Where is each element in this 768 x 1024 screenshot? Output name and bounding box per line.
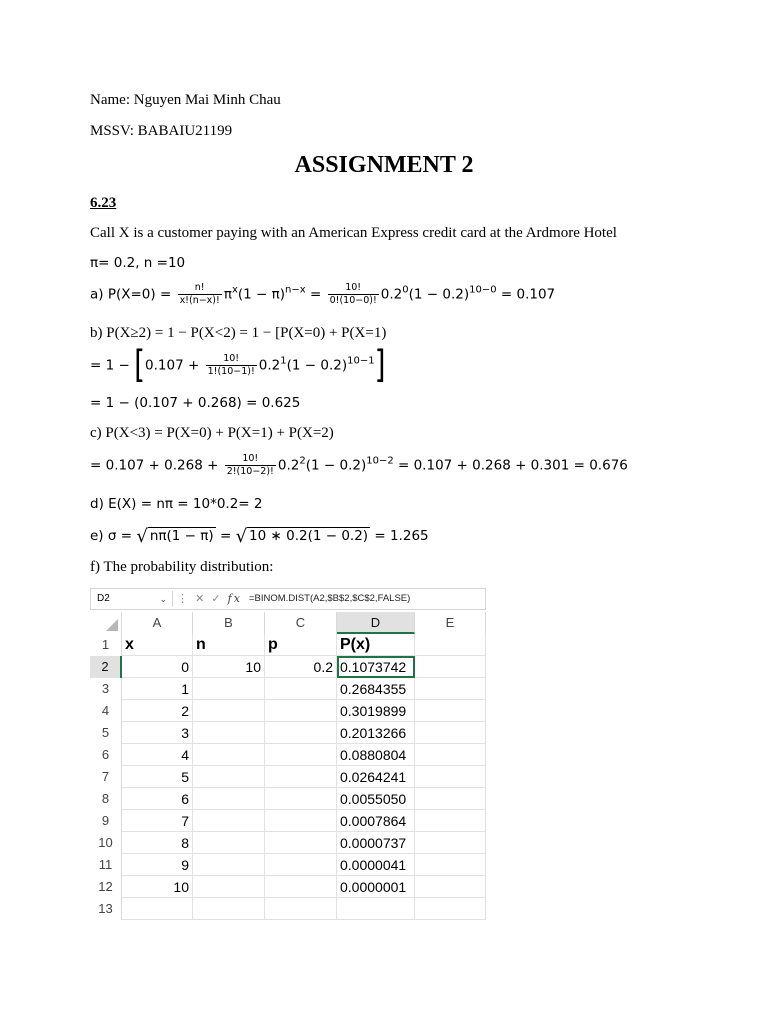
cell-grid — [122, 634, 486, 920]
row-header-6[interactable]: 6 — [90, 744, 122, 766]
cell-e13[interactable] — [415, 898, 486, 920]
cell-b1[interactable]: n — [193, 634, 265, 656]
radical-sign-icon: √ — [136, 526, 148, 547]
cell-d5[interactable]: 0.2013266 — [337, 722, 415, 744]
cell-c13[interactable] — [265, 898, 337, 920]
cell-c1[interactable]: p — [265, 634, 337, 656]
more-icon[interactable]: ⋮ — [177, 593, 190, 605]
row-header-9[interactable]: 9 — [90, 810, 122, 832]
cell-c3[interactable] — [265, 678, 337, 700]
cell-b5[interactable] — [193, 722, 265, 744]
cell-c10[interactable] — [265, 832, 337, 854]
radicand: nπ(1 − π) — [149, 528, 214, 544]
cell-e8[interactable] — [415, 788, 486, 810]
cell-e11[interactable] — [415, 854, 486, 876]
cell-d1[interactable]: P(x) — [337, 634, 415, 656]
select-all-icon — [106, 619, 118, 631]
cell-b13[interactable] — [193, 898, 265, 920]
cell-c5[interactable] — [265, 722, 337, 744]
part-a — [90, 282, 555, 307]
exponent: n−x — [285, 284, 306, 296]
cell-d3[interactable]: 0.2684355 — [337, 678, 415, 700]
cell-a12[interactable]: 10 — [122, 876, 193, 898]
binomial-coefficient — [206, 353, 257, 378]
term: 0.2 — [258, 357, 281, 374]
open-bracket: [ — [134, 341, 146, 387]
column-header-c[interactable]: C — [265, 612, 337, 634]
row-header-2[interactable]: 2 — [90, 656, 122, 678]
part-a-prefix: a) P(X=0) = — [90, 286, 172, 303]
cell-b2[interactable]: 10 — [193, 656, 265, 678]
cell-a8[interactable]: 6 — [122, 788, 193, 810]
cell-d7[interactable]: 0.0264241 — [337, 766, 415, 788]
cell-e3[interactable] — [415, 678, 486, 700]
frac-numerator: 10! — [206, 353, 257, 366]
part-c-line1: c) P(X<3) = P(X=0) + P(X=1) + P(X=2) — [90, 425, 334, 441]
cell-c7[interactable] — [265, 766, 337, 788]
spreadsheet — [90, 588, 486, 928]
result: = 0.107 — [496, 286, 556, 303]
select-all-corner[interactable] — [90, 612, 122, 634]
cell-e5[interactable] — [415, 722, 486, 744]
binomial-coefficient — [225, 453, 276, 478]
cell-c6[interactable] — [265, 744, 337, 766]
parameters: π= 0.2, n =10 — [90, 255, 186, 271]
cell-a4[interactable]: 2 — [122, 700, 193, 722]
cell-b10[interactable] — [193, 832, 265, 854]
cell-b12[interactable] — [193, 876, 265, 898]
formula-bar-icons — [177, 591, 242, 607]
cell-c9[interactable] — [265, 810, 337, 832]
cell-a7[interactable]: 5 — [122, 766, 193, 788]
radicand: 10 ∗ 0.2(1 − 0.2) — [249, 528, 369, 544]
row-header-12[interactable]: 12 — [90, 876, 122, 898]
name-box[interactable] — [93, 591, 173, 607]
exponent: 1 — [280, 355, 287, 367]
term: 0.107 + — [145, 357, 200, 374]
cell-c12[interactable] — [265, 876, 337, 898]
row-header-10[interactable]: 10 — [90, 832, 122, 854]
cell-d8[interactable]: 0.0055050 — [337, 788, 415, 810]
binomial-coefficient — [328, 282, 379, 307]
frac-numerator: 10! — [225, 453, 276, 466]
exponent: 10−1 — [347, 355, 375, 367]
cell-d6[interactable]: 0.0880804 — [337, 744, 415, 766]
cell-c11[interactable] — [265, 854, 337, 876]
cell-a5[interactable]: 3 — [122, 722, 193, 744]
part-b-line2 — [90, 341, 386, 387]
cell-e9[interactable] — [415, 810, 486, 832]
cell-e7[interactable] — [415, 766, 486, 788]
exponent: 2 — [299, 455, 306, 467]
cell-d13[interactable] — [337, 898, 415, 920]
term: 0.2 — [277, 457, 300, 474]
frac-denominator: 0!(10−0)! — [329, 295, 377, 306]
cancel-icon[interactable]: ✕ — [195, 593, 207, 605]
student-name: Name: Nguyen Mai Minh Chau — [90, 92, 281, 108]
exponent: 10−2 — [366, 455, 394, 467]
equals: = — [215, 528, 236, 544]
term: 0.2 — [380, 286, 403, 303]
student-id: MSSV: BABAIU21199 — [90, 123, 233, 139]
row-header-7[interactable]: 7 — [90, 766, 122, 788]
cell-b7[interactable] — [193, 766, 265, 788]
term: (1 − 0.2) — [305, 457, 367, 474]
cell-a9[interactable]: 7 — [122, 810, 193, 832]
name-box-value: D2 — [97, 593, 110, 604]
part-b-line3: = 1 − (0.107 + 0.268) = 0.625 — [90, 395, 301, 411]
square-root — [236, 526, 371, 547]
column-header-d[interactable]: D — [337, 612, 415, 634]
formula-bar — [90, 588, 486, 610]
cell-b8[interactable] — [193, 788, 265, 810]
part-e-prefix: e) σ = — [90, 528, 133, 544]
cell-e2[interactable] — [415, 656, 486, 678]
exponent: 10−0 — [469, 284, 497, 296]
column-header-e[interactable]: E — [415, 612, 486, 634]
frac-denominator: 2!(10−2)! — [226, 466, 274, 477]
cell-b4[interactable] — [193, 700, 265, 722]
problem-intro: Call X is a customer paying with an American Express credit card at the Ardmore Hotel — [90, 225, 617, 241]
term: (1 − π) — [237, 286, 286, 303]
cell-b6[interactable] — [193, 744, 265, 766]
term: (1 − 0.2) — [286, 357, 348, 374]
part-b-line1: b) P(X≥2) = 1 − P(X<2) = 1 − [P(X=0) + P(X=1) — [90, 325, 387, 341]
row-header-1[interactable]: 1 — [90, 634, 122, 656]
cell-e1[interactable] — [415, 634, 486, 656]
frac-denominator: 1!(10−1)! — [207, 366, 255, 377]
cell-a10[interactable]: 8 — [122, 832, 193, 854]
part-c-line2 — [90, 453, 628, 478]
row-header-3[interactable]: 3 — [90, 678, 122, 700]
frac-numerator: n! — [178, 282, 222, 295]
formula-input[interactable]: =BINOM.DIST(A2,$B$2,$C$2,FALSE) — [249, 593, 411, 604]
chevron-down-icon[interactable]: ⌄ — [159, 594, 167, 604]
cell-d2[interactable]: 0.1073742 — [337, 656, 415, 678]
cell-d12[interactable]: 0.0000001 — [337, 876, 415, 898]
term: π — [223, 286, 232, 303]
exponent: 0 — [402, 284, 409, 296]
cell-a1[interactable]: x — [122, 634, 193, 656]
result: = 1.265 — [370, 528, 429, 544]
cell-e10[interactable] — [415, 832, 486, 854]
page-title: ASSIGNMENT 2 — [294, 152, 474, 178]
term: (1 − 0.2) — [408, 286, 470, 303]
exponent: x — [231, 284, 238, 296]
part-f: f) The probability distribution: — [90, 559, 274, 575]
square-root — [136, 526, 215, 547]
row-header-8[interactable]: 8 — [90, 788, 122, 810]
cell-b11[interactable] — [193, 854, 265, 876]
cell-e6[interactable] — [415, 744, 486, 766]
cell-c2[interactable]: 0.2 — [265, 656, 337, 678]
row-header-13[interactable]: 13 — [90, 898, 122, 920]
cell-a6[interactable]: 4 — [122, 744, 193, 766]
row-header-11[interactable]: 11 — [90, 854, 122, 876]
frac-numerator: 10! — [328, 282, 379, 295]
cell-e4[interactable] — [415, 700, 486, 722]
cell-d11[interactable]: 0.0000041 — [337, 854, 415, 876]
cell-c4[interactable] — [265, 700, 337, 722]
enter-icon[interactable]: ✓ — [211, 593, 223, 605]
cell-c8[interactable] — [265, 788, 337, 810]
cell-a13[interactable] — [122, 898, 193, 920]
cell-a11[interactable]: 9 — [122, 854, 193, 876]
radical-sign-icon: √ — [235, 526, 248, 547]
binomial-coefficient — [178, 282, 222, 307]
cell-d4[interactable]: 0.3019899 — [337, 700, 415, 722]
row-header-4[interactable]: 4 — [90, 700, 122, 722]
frac-denominator: x!(n−x)! — [179, 295, 220, 306]
close-bracket: ] — [374, 341, 386, 387]
insert-function-icon[interactable]: fx — [227, 592, 242, 605]
column-header-a[interactable]: A — [122, 612, 193, 634]
cell-a3[interactable]: 1 — [122, 678, 193, 700]
part-c-prefix: = 0.107 + 0.268 + — [90, 457, 219, 474]
part-e — [90, 526, 429, 547]
cell-b9[interactable] — [193, 810, 265, 832]
cell-b3[interactable] — [193, 678, 265, 700]
result: = 0.107 + 0.268 + 0.301 = 0.676 — [393, 457, 628, 474]
cell-e12[interactable] — [415, 876, 486, 898]
cell-d10[interactable]: 0.0000737 — [337, 832, 415, 854]
part-b-prefix: = 1 − — [90, 357, 130, 374]
column-header-b[interactable]: B — [193, 612, 265, 634]
cell-a2[interactable]: 0 — [122, 656, 193, 678]
part-d: d) E(X) = nπ = 10*0.2= 2 — [90, 496, 263, 512]
cell-d9[interactable]: 0.0007864 — [337, 810, 415, 832]
section-number: 6.23 — [90, 195, 117, 211]
row-header-5[interactable]: 5 — [90, 722, 122, 744]
equals: = — [305, 286, 326, 303]
